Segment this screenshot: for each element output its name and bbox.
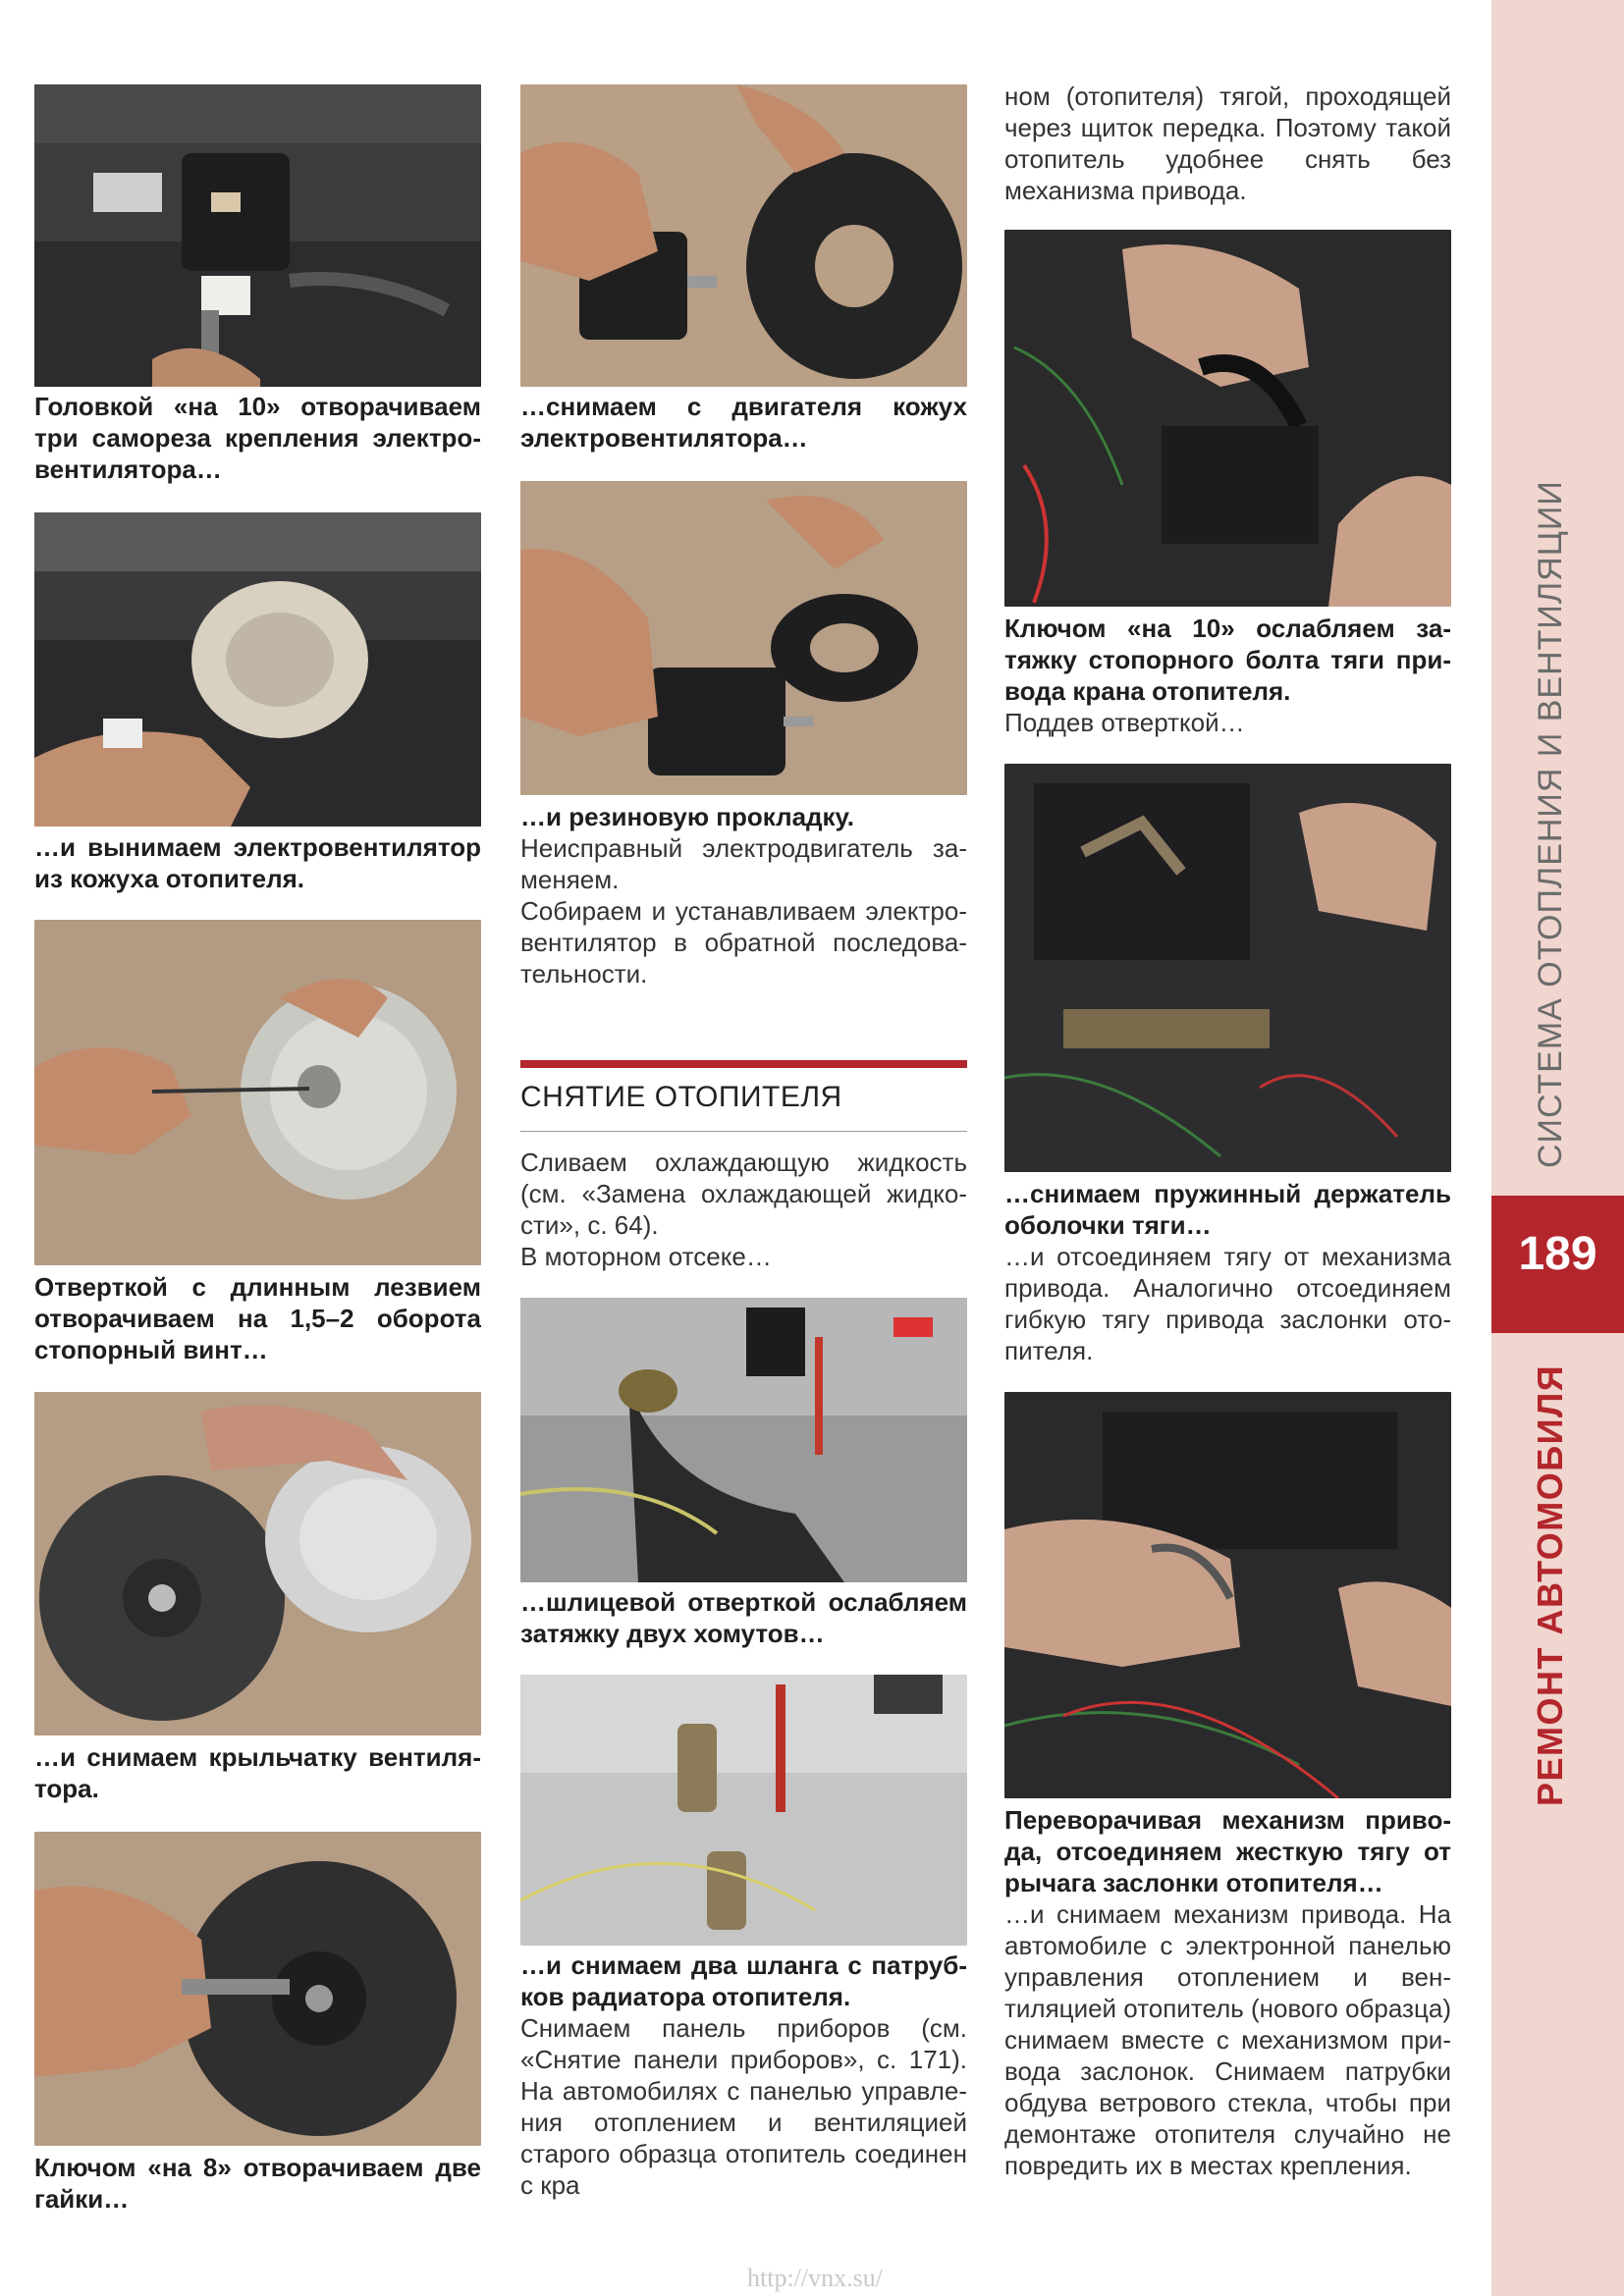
caption-c1-4 <box>34 1741 481 1804</box>
chapter-title: СИСТЕМА ОТОПЛЕНИЯ И ВЕНТИЛЯЦИИ <box>1532 480 1569 1168</box>
photo-fan-motor-mounted <box>34 84 481 387</box>
photo-impeller-off <box>34 1392 481 1735</box>
caption-c1-4-bold: …и снимаем крыльчатку вентилятора. <box>34 1742 481 1803</box>
photo-rubber-gasket <box>520 481 967 795</box>
photo-remove-fan <box>34 512 481 827</box>
footer-url[interactable]: http://vnx.su/ <box>747 2264 883 2292</box>
caption-c3-2 <box>1004 1178 1451 1366</box>
caption-c2-5-bold: …и снимаем два шланга с патрубков радиатора отопителя. <box>520 1950 967 2011</box>
photo-motor-cover <box>520 84 967 387</box>
photo-impeller-screwdriver <box>34 920 481 1265</box>
caption-c1-5-bold: Ключом «на 8» отворачиваем две гайки… <box>34 2153 481 2214</box>
caption-c2-1-bold: …снимаем с двигателя кожух электровентилятора… <box>520 392 967 453</box>
photo-heater-tap-rod <box>1004 230 1451 607</box>
caption-c2-4-bold: …шлицевой отверткой ослабляем затяжку двух хомутов… <box>520 1587 967 1648</box>
caption-c1-3 <box>34 1271 481 1365</box>
caption-c1-3-bold: Отверткой с длинным лезвием отворачиваем на 1,5–2 оборота стопорный винт… <box>34 1272 481 1364</box>
caption-c3-1-p1: Поддев отверткой… <box>1004 708 1245 737</box>
caption-c2-2-p1: Неисправный электродвигатель заменяем. <box>520 833 967 894</box>
caption-c2-2 <box>520 801 967 989</box>
caption-c2-2-p2: Собираем и устанавливаем электровентилятор в обратной последовательности. <box>520 896 967 988</box>
photo-hose-clamps <box>520 1298 967 1582</box>
caption-c3-2-bold: …снимаем пружинный держатель оболочки тяги… <box>1004 1179 1451 1240</box>
caption-c3-1 <box>1004 613 1451 738</box>
section-title: СНЯТИЕ ОТОПИТЕЛЯ <box>520 1081 842 1113</box>
caption-c3-2-p1: …и отсоединяем тягу от механизма привода. Аналогично отсоединяем гибкую тягу привода заслонки отопителя. <box>1004 1242 1451 1365</box>
caption-c2-5 <box>520 1949 967 2201</box>
section-intro2-text: В моторном отсеке… <box>520 1242 772 1271</box>
caption-c1-2-bold: …и вынимаем электровентилятор из кожуха отопителя. <box>34 832 481 893</box>
caption-c3-3 <box>1004 1804 1451 2181</box>
section-intro <box>520 1147 967 1272</box>
section-intro-text: Сливаем охлаждающую жидкость (см. «Замена охлаждающей жидкости», с. 64). <box>520 1148 967 1240</box>
photo-spring-holder <box>1004 764 1451 1172</box>
caption-c2-2-bold: …и резиновую прокладку. <box>520 802 854 831</box>
photo-wrench-nuts <box>34 1832 481 2146</box>
section-rule <box>520 1060 967 1068</box>
book-title: РЕМОНТ АВТОМОБИЛЯ <box>1530 1363 1570 1806</box>
caption-c2-1 <box>520 391 967 454</box>
photo-radiator-pipes <box>520 1675 967 1946</box>
caption-c3-0 <box>1004 80 1451 206</box>
photo-drive-mechanism <box>1004 1392 1451 1798</box>
page-number: 189 <box>1518 1228 1597 1280</box>
caption-c3-3-bold: Переворачивая механизм привода, отсоединяем жесткую тягу от рычага заслонки отопителя… <box>1004 1805 1451 1897</box>
caption-c2-5-p1: Снимаем панель приборов (см. «Снятие панели приборов», с. 171). На автомобилях с панелью управления отоплением и вентиляцией старого образца отопитель соединен с кра <box>520 2013 967 2200</box>
section-underline <box>520 1131 967 1132</box>
caption-c1-5 <box>34 2152 481 2215</box>
caption-c1-1 <box>34 391 481 485</box>
caption-c1-2 <box>34 831 481 894</box>
caption-c2-4 <box>520 1586 967 1649</box>
caption-c3-3-p1: …и снимаем механизм привода. На автомобиле с электронной панелью управления отоплением и вентиляцией отопитель (нового образца) снимаем вместе с механизмом привода заслонок. Снимаем патрубки обдува ветрового стекла, чтобы при демонтаже отопителя случайно не повредить их в местах крепления. <box>1004 1899 1451 2180</box>
caption-c3-1-bold: Ключом «на 10» ослабляем затяжку стопорного болта тяги привода крана отопителя. <box>1004 614 1451 706</box>
caption-c3-0-p1: ном (отопителя) тягой, проходящей через щиток передка. Поэтому такой отопитель удобнее снять без механизма привода. <box>1004 81 1451 205</box>
caption-c1-1-bold: Головкой «на 10» отворачиваем три самореза крепления электровентилятора… <box>34 392 481 484</box>
